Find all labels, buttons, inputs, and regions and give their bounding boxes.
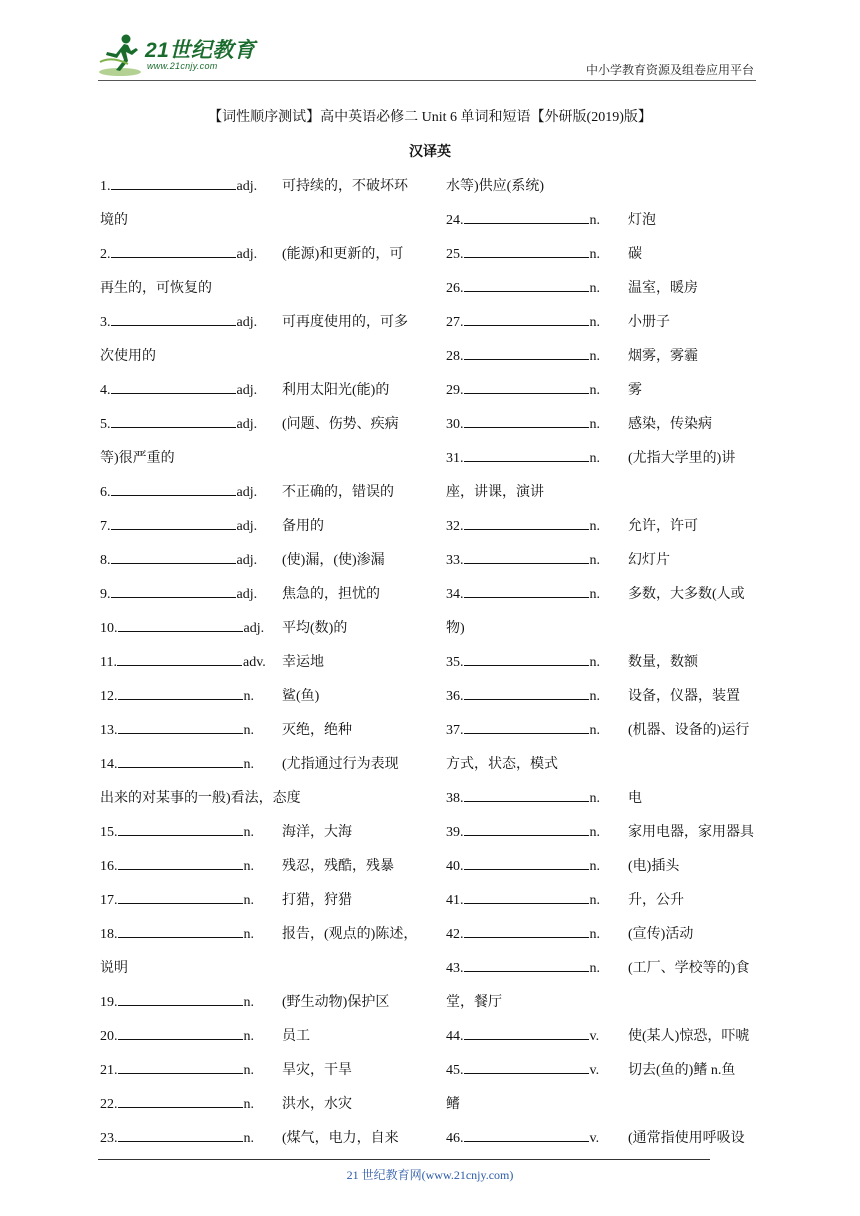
- part-of-speech: n.: [589, 383, 600, 398]
- part-of-speech: n.: [243, 723, 254, 738]
- definition-continuation-text: 座，讲课，演讲: [446, 485, 544, 500]
- part-of-speech: n.: [589, 213, 600, 228]
- vocab-item: [446, 544, 766, 578]
- definition: 感染，传染病: [628, 417, 712, 432]
- answer-blank[interactable]: [464, 514, 589, 530]
- definition-continuation: [100, 204, 445, 238]
- definition: 员工: [282, 1029, 310, 1044]
- item-number: 11.: [100, 655, 117, 670]
- definition: 碳: [628, 247, 642, 262]
- definition: (使)漏，(使)渗漏: [282, 553, 385, 568]
- definition: 鲨(鱼): [282, 689, 320, 704]
- answer-blank[interactable]: [464, 582, 589, 598]
- item-number: 20.: [100, 1029, 118, 1044]
- part-of-speech: n.: [243, 1029, 254, 1044]
- definition-continuation-text: 再生的，可恢复的: [100, 281, 212, 296]
- item-number: 45.: [446, 1063, 464, 1078]
- answer-blank[interactable]: [464, 684, 589, 700]
- definition-continuation: [100, 952, 445, 986]
- item-number: 3.: [100, 315, 111, 330]
- answer-blank[interactable]: [464, 242, 589, 258]
- item-number: 12.: [100, 689, 118, 704]
- logo-text: 21世纪教育: [145, 39, 256, 62]
- part-of-speech: n.: [243, 825, 254, 840]
- part-of-speech: adj.: [236, 519, 258, 534]
- answer-blank[interactable]: [464, 446, 589, 462]
- answer-blank[interactable]: [118, 888, 243, 904]
- answer-blank[interactable]: [464, 718, 589, 734]
- vocab-item: [100, 238, 445, 272]
- part-of-speech: n.: [243, 1063, 254, 1078]
- definition-continuation-text: 物): [446, 621, 465, 636]
- definition: 数量，数额: [628, 655, 698, 670]
- definition-continuation: [446, 170, 766, 204]
- definition: (工厂、学校等的)食: [628, 961, 750, 976]
- answer-blank[interactable]: [111, 582, 236, 598]
- answer-blank[interactable]: [464, 922, 589, 938]
- answer-blank[interactable]: [111, 378, 236, 394]
- item-number: 15.: [100, 825, 118, 840]
- part-of-speech: n.: [589, 893, 600, 908]
- definition-continuation-text: 鳍: [446, 1097, 460, 1112]
- definition-continuation-text: 出来的对某事的一般)看法，态度: [100, 791, 301, 806]
- definition: (电)插头: [628, 859, 680, 874]
- item-number: 34.: [446, 587, 464, 602]
- definition: 烟雾，雾霾: [628, 349, 698, 364]
- definition: (尤指通过行为表现: [282, 757, 399, 772]
- answer-blank[interactable]: [118, 1126, 243, 1142]
- part-of-speech: n.: [589, 553, 600, 568]
- item-number: 10.: [100, 621, 118, 636]
- part-of-speech: n.: [589, 655, 600, 670]
- answer-blank[interactable]: [464, 310, 589, 326]
- left-column: [100, 170, 445, 1156]
- definition: (野生动物)保护区: [282, 995, 390, 1010]
- answer-blank[interactable]: [464, 820, 589, 836]
- vocab-item: [100, 680, 445, 714]
- part-of-speech: n.: [589, 587, 600, 602]
- document-title: 【词性顺序测试】高中英语必修二 Unit 6 单词和短语【外研版(2019)版】: [208, 110, 652, 125]
- vocab-item: [446, 442, 766, 476]
- definition: 使(某人)惊恐，吓唬: [628, 1029, 750, 1044]
- part-of-speech: n.: [589, 417, 600, 432]
- item-number: 41.: [446, 893, 464, 908]
- item-number: 26.: [446, 281, 464, 296]
- item-number: 7.: [100, 519, 111, 534]
- part-of-speech: v.: [589, 1029, 600, 1044]
- definition-continuation: [446, 748, 766, 782]
- answer-blank[interactable]: [118, 922, 243, 938]
- answer-blank[interactable]: [118, 820, 243, 836]
- item-number: 35.: [446, 655, 464, 670]
- item-number: 24.: [446, 213, 464, 228]
- definition: 雾: [628, 383, 642, 398]
- vocab-item: [446, 272, 766, 306]
- part-of-speech: adj.: [236, 247, 258, 262]
- vocab-item: [100, 918, 445, 952]
- vocab-item: [446, 578, 766, 612]
- definition-continuation: [446, 1088, 766, 1122]
- definition-continuation-text: 等)很严重的: [100, 451, 175, 466]
- vocab-item: [100, 1054, 445, 1088]
- part-of-speech: n.: [243, 995, 254, 1010]
- part-of-speech: n.: [589, 349, 600, 364]
- item-number: 27.: [446, 315, 464, 330]
- item-number: 2.: [100, 247, 111, 262]
- definition-continuation: [100, 272, 445, 306]
- vocab-item: [100, 170, 445, 204]
- definition-continuation-text: 次使用的: [100, 349, 156, 364]
- definition: 残忍，残酷，残暴: [282, 859, 394, 874]
- answer-blank[interactable]: [118, 1058, 243, 1074]
- item-number: 13.: [100, 723, 118, 738]
- definition: 电: [628, 791, 642, 806]
- item-number: 22.: [100, 1097, 118, 1112]
- part-of-speech: n.: [589, 961, 600, 976]
- definition-continuation: [100, 442, 445, 476]
- vocab-item: [100, 986, 445, 1020]
- answer-blank[interactable]: [464, 1058, 589, 1074]
- item-number: 37.: [446, 723, 464, 738]
- answer-blank[interactable]: [111, 310, 236, 326]
- site-logo[interactable]: [98, 32, 268, 78]
- right-column: [446, 170, 766, 1156]
- vocab-item: [100, 884, 445, 918]
- definition: 利用太阳光(能)的: [282, 383, 390, 398]
- part-of-speech: n.: [589, 689, 600, 704]
- item-number: 8.: [100, 553, 111, 568]
- item-number: 16.: [100, 859, 118, 874]
- definition: 打猎，狩猎: [282, 893, 352, 908]
- answer-blank[interactable]: [464, 208, 589, 224]
- runner-logo-icon: [98, 32, 146, 78]
- part-of-speech: v.: [589, 1131, 600, 1146]
- part-of-speech: n.: [589, 927, 600, 942]
- definition: 幸运地: [282, 655, 324, 670]
- vocab-item: [446, 204, 766, 238]
- item-number: 36.: [446, 689, 464, 704]
- part-of-speech: n.: [243, 689, 254, 704]
- definition: 不正确的，错误的: [282, 485, 394, 500]
- part-of-speech: n.: [589, 451, 600, 466]
- answer-blank[interactable]: [111, 514, 236, 530]
- vocab-item: [100, 544, 445, 578]
- item-number: 28.: [446, 349, 464, 364]
- definition: 升，公升: [628, 893, 684, 908]
- definition: 多数，大多数(人或: [628, 587, 745, 602]
- vocab-item: [446, 816, 766, 850]
- item-number: 29.: [446, 383, 464, 398]
- vocab-item: [100, 510, 445, 544]
- definition: 可持续的，不破坏环: [282, 179, 408, 194]
- part-of-speech: n.: [589, 281, 600, 296]
- part-of-speech: adj.: [236, 179, 258, 194]
- definition: 灭绝，绝种: [282, 723, 352, 738]
- answer-blank[interactable]: [118, 718, 243, 734]
- definition-continuation-text: 说明: [100, 961, 128, 976]
- item-number: 43.: [446, 961, 464, 976]
- item-number: 42.: [446, 927, 464, 942]
- vocab-item: [446, 408, 766, 442]
- part-of-speech: n.: [589, 315, 600, 330]
- part-of-speech: n.: [243, 757, 254, 772]
- definition-continuation: [446, 986, 766, 1020]
- vocab-item: [100, 748, 445, 782]
- vocab-item: [446, 884, 766, 918]
- item-number: 46.: [446, 1131, 464, 1146]
- answer-blank[interactable]: [118, 1092, 243, 1108]
- definition: 平均(数)的: [282, 621, 348, 636]
- vocab-item: [100, 306, 445, 340]
- answer-blank[interactable]: [111, 174, 236, 190]
- vocab-item: [446, 374, 766, 408]
- part-of-speech: adj.: [236, 587, 258, 602]
- definition-continuation: [446, 612, 766, 646]
- answer-blank[interactable]: [464, 1024, 589, 1040]
- definition: 幻灯片: [628, 553, 670, 568]
- item-number: 39.: [446, 825, 464, 840]
- item-number: 23.: [100, 1131, 118, 1146]
- vocab-item: [446, 646, 766, 680]
- answer-blank[interactable]: [464, 344, 589, 360]
- definition: (煤气，电力，自来: [282, 1131, 399, 1146]
- answer-blank[interactable]: [117, 650, 242, 666]
- definition: 家用电器，家用器具: [628, 825, 754, 840]
- vocab-item: [100, 646, 445, 680]
- definition-continuation-text: 境的: [100, 213, 128, 228]
- vocab-item: [446, 918, 766, 952]
- part-of-speech: n.: [243, 927, 254, 942]
- answer-blank[interactable]: [464, 650, 589, 666]
- footer-divider: [98, 1159, 710, 1160]
- answer-blank[interactable]: [464, 956, 589, 972]
- vocab-item: [446, 510, 766, 544]
- part-of-speech: n.: [589, 859, 600, 874]
- part-of-speech: adj.: [236, 383, 258, 398]
- definition-continuation: [100, 340, 445, 374]
- vocab-item: [446, 680, 766, 714]
- vocab-item: [100, 1020, 445, 1054]
- answer-blank[interactable]: [118, 684, 243, 700]
- definition: 可再度使用的，可多: [282, 315, 408, 330]
- definition: 小册子: [628, 315, 670, 330]
- answer-blank[interactable]: [111, 480, 236, 496]
- section-title: 汉译英: [409, 145, 451, 160]
- definition: 旱灾，干旱: [282, 1063, 352, 1078]
- vocab-item: [446, 1054, 766, 1088]
- definition: 温室，暖房: [628, 281, 698, 296]
- vocab-item: [100, 816, 445, 850]
- item-number: 14.: [100, 757, 118, 772]
- part-of-speech: n.: [243, 893, 254, 908]
- answer-blank[interactable]: [464, 786, 589, 802]
- item-number: 25.: [446, 247, 464, 262]
- vocab-item: [100, 850, 445, 884]
- answer-blank[interactable]: [464, 412, 589, 428]
- part-of-speech: n.: [243, 1131, 254, 1146]
- item-number: 6.: [100, 485, 111, 500]
- vocab-item: [100, 1122, 445, 1156]
- item-number: 1.: [100, 179, 111, 194]
- vocab-item: [446, 850, 766, 884]
- definition: 海洋，大海: [282, 825, 352, 840]
- answer-blank[interactable]: [111, 242, 236, 258]
- answer-blank[interactable]: [111, 548, 236, 564]
- answer-blank[interactable]: [118, 1024, 243, 1040]
- vocab-item: [446, 1020, 766, 1054]
- part-of-speech: adv.: [242, 655, 266, 670]
- definition: 切去(鱼的)鳍 n.鱼: [628, 1063, 736, 1078]
- answer-blank[interactable]: [464, 548, 589, 564]
- definition: 报告，(观点的)陈述，: [282, 927, 418, 942]
- part-of-speech: adj.: [236, 485, 258, 500]
- vocab-item: [100, 1088, 445, 1122]
- vocab-item: [446, 714, 766, 748]
- vocab-item: [100, 374, 445, 408]
- item-number: 38.: [446, 791, 464, 806]
- part-of-speech: n.: [243, 1097, 254, 1112]
- definition: 设备，仪器，装置: [628, 689, 740, 704]
- answer-blank[interactable]: [464, 276, 589, 292]
- definition: 焦急的，担忧的: [282, 587, 380, 602]
- answer-blank[interactable]: [118, 854, 243, 870]
- answer-blank[interactable]: [118, 990, 243, 1006]
- item-number: 30.: [446, 417, 464, 432]
- item-number: 4.: [100, 383, 111, 398]
- answer-blank[interactable]: [111, 412, 236, 428]
- vocab-item: [100, 476, 445, 510]
- item-number: 17.: [100, 893, 118, 908]
- item-number: 31.: [446, 451, 464, 466]
- definition: 洪水，水灾: [282, 1097, 352, 1112]
- definition-continuation-text: 水等)供应(系统): [446, 179, 544, 194]
- answer-blank[interactable]: [118, 752, 243, 768]
- part-of-speech: n.: [589, 723, 600, 738]
- item-number: 40.: [446, 859, 464, 874]
- part-of-speech: n.: [589, 519, 600, 534]
- part-of-speech: v.: [589, 1063, 600, 1078]
- definition-continuation: [100, 782, 445, 816]
- vocab-item: [100, 714, 445, 748]
- vocab-item: [446, 340, 766, 374]
- vocab-item: [446, 782, 766, 816]
- part-of-speech: adj.: [236, 417, 258, 432]
- part-of-speech: adj.: [236, 553, 258, 568]
- definition: (尤指大学里的)讲: [628, 451, 736, 466]
- part-of-speech: n.: [589, 247, 600, 262]
- part-of-speech: n.: [589, 825, 600, 840]
- part-of-speech: adj.: [236, 315, 258, 330]
- platform-label: 中小学教育资源及组卷应用平台: [585, 63, 754, 77]
- definition-continuation-text: 堂，餐厅: [446, 995, 502, 1010]
- vocab-item: [100, 612, 445, 646]
- item-number: 18.: [100, 927, 118, 942]
- footer-link[interactable]: 21 世纪教育网(www.21cnjy.com): [346, 1168, 514, 1182]
- item-number: 19.: [100, 995, 118, 1010]
- item-number: 44.: [446, 1029, 464, 1044]
- part-of-speech: n.: [589, 791, 600, 806]
- vocab-item: [100, 408, 445, 442]
- header-divider: [98, 80, 756, 81]
- item-number: 32.: [446, 519, 464, 534]
- vocab-item: [100, 578, 445, 612]
- item-number: 9.: [100, 587, 111, 602]
- logo-url: www.21cnjy.com: [147, 61, 218, 71]
- definition: (机器、设备的)运行: [628, 723, 750, 738]
- definition: 允许，许可: [628, 519, 698, 534]
- definition-continuation-text: 方式，状态，模式: [446, 757, 558, 772]
- item-number: 33.: [446, 553, 464, 568]
- definition: (能源)和更新的，可: [282, 247, 404, 262]
- definition: 灯泡: [628, 213, 656, 228]
- definition: 备用的: [282, 519, 324, 534]
- vocab-item: [446, 238, 766, 272]
- answer-blank[interactable]: [464, 888, 589, 904]
- part-of-speech: adj.: [243, 621, 265, 636]
- vocab-item: [446, 306, 766, 340]
- answer-blank[interactable]: [464, 854, 589, 870]
- answer-blank[interactable]: [464, 378, 589, 394]
- definition: (问题、伤势、疾病: [282, 417, 399, 432]
- definition-continuation: [446, 476, 766, 510]
- part-of-speech: n.: [243, 859, 254, 874]
- vocab-item: [446, 952, 766, 986]
- item-number: 21.: [100, 1063, 118, 1078]
- definition: (通常指使用呼吸设: [628, 1131, 745, 1146]
- vocab-item: [446, 1122, 766, 1156]
- item-number: 5.: [100, 417, 111, 432]
- answer-blank[interactable]: [118, 616, 243, 632]
- answer-blank[interactable]: [464, 1126, 589, 1142]
- definition: (宣传)活动: [628, 927, 694, 942]
